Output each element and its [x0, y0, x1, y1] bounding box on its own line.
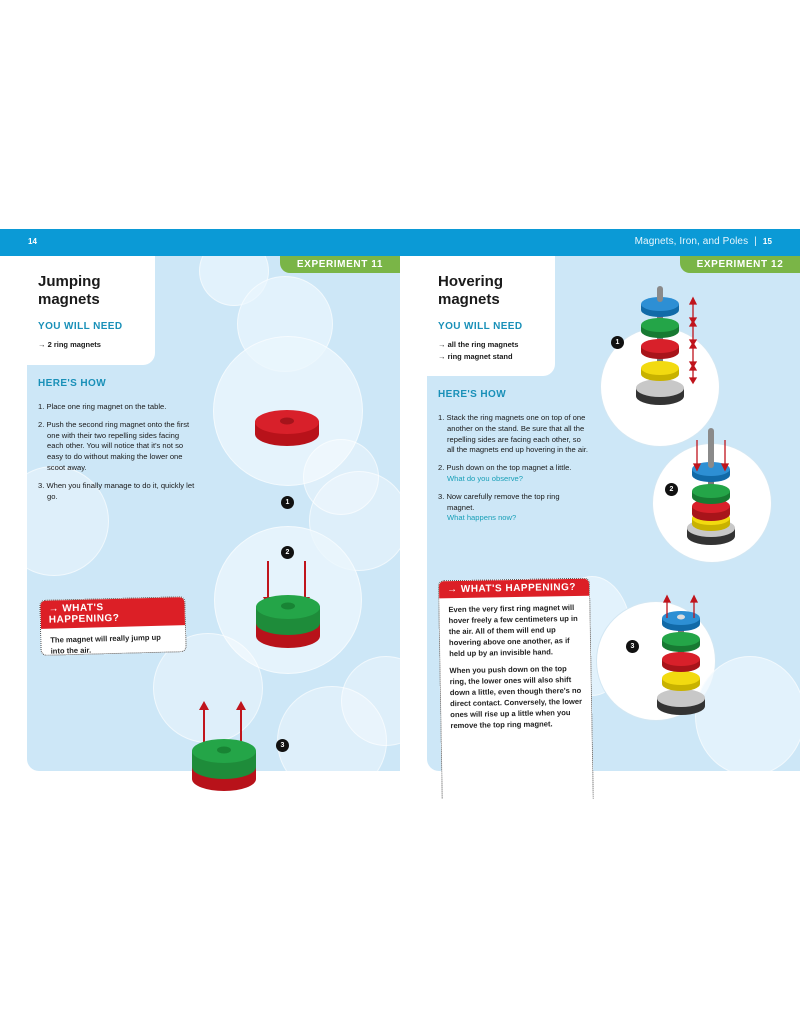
step-item: 2. Push the second ring magnet onto the first one with their two repelling sides facing each other. You will notice that it's not so easy to do without making the lower one scoot away. — [38, 419, 190, 472]
figure-number-badge: 2 — [281, 546, 294, 559]
step-item — [438, 413, 588, 456]
material-item: → 2 ring magnets — [38, 340, 101, 349]
running-title: Magnets, Iron, and Poles — [634, 236, 749, 247]
whats-happening-heading: → WHAT'S HAPPENING? — [40, 597, 185, 629]
whats-happening-text — [41, 625, 186, 669]
whats-happening-box — [438, 578, 594, 799]
you-will-need-heading: YOU WILL NEED — [38, 321, 123, 332]
page-experiment-12 — [400, 256, 800, 799]
step-item: 1. Place one ring magnet on the table. — [38, 402, 167, 411]
step-text: 2. Push down on the top magnet a little. — [438, 463, 572, 473]
materials-list — [438, 339, 518, 363]
whats-happening-heading: → WHAT'S HAPPENING? — [439, 579, 589, 599]
experiment-title — [438, 273, 503, 309]
step-item — [438, 463, 588, 485]
figure-number-badge: 1 — [281, 496, 294, 509]
book-spread — [0, 229, 800, 799]
step-text: 3. Now carefully remove the top ring magnet. — [438, 491, 560, 512]
page-experiment-11 — [0, 256, 400, 799]
whats-happening-box — [39, 596, 186, 656]
steps-list — [438, 413, 588, 531]
title-line-1: Jumping — [38, 273, 101, 290]
experiment-title — [38, 273, 101, 309]
whats-happening-text — [439, 596, 592, 744]
left-page-number: 14 — [28, 237, 37, 246]
title-line-2: magnets — [438, 291, 500, 308]
figure-number-badge: 3 — [626, 640, 639, 653]
explanation-paragraph: Even the very first ring magnet will hover freely a few centimeters up in the air. All of them will end up hovering above one another, as if held up by an invisible hand. — [448, 602, 578, 659]
observation-question: What happens now? — [447, 513, 517, 523]
step-item: 3. When you finally manage to do it, quickly let go. — [38, 480, 195, 501]
experiment-tab: EXPERIMENT 11 — [280, 256, 400, 273]
figure-number-badge: 2 — [665, 483, 678, 496]
step-item — [438, 492, 588, 524]
explanation-paragraph: When you push down on the top ring, the lower ones will also shift down a little, even though there's no direct contact. Conversely, the lower ones will rise up a little when you remove the top ring magnet. — [449, 664, 583, 731]
you-will-need-heading: YOU WILL NEED — [438, 321, 523, 332]
jumping-magnet-illustration — [190, 701, 260, 791]
pushing-magnets-illustration — [254, 561, 324, 656]
running-header — [635, 236, 772, 247]
experiment-tab: EXPERIMENT 12 — [680, 256, 800, 273]
step-text: 1. Stack the ring magnets one on top of one another on the stand. Be sure that all the repelling sides are facing each other, so all the magnets end up hovering in the air. — [438, 413, 588, 455]
heres-how-heading: HERE'S HOW — [38, 378, 107, 389]
pushed-down-magnets-illustration — [684, 436, 744, 551]
figure-number-badge: 1 — [611, 336, 624, 349]
header-separator: | — [754, 236, 757, 247]
removed-top-magnet-illustration — [654, 596, 714, 721]
explanation-paragraph: The magnet will really jump up into the air. — [50, 632, 161, 656]
materials-list — [38, 339, 101, 351]
figure-number-badge: 3 — [276, 739, 289, 752]
material-item: → all the ring magnets — [438, 340, 519, 349]
title-line-1: Hovering — [438, 273, 504, 290]
stacked-magnets-illustration — [633, 296, 703, 411]
steps-list — [38, 402, 196, 509]
single-red-magnet-illustration — [253, 406, 323, 456]
header-bar — [0, 229, 800, 256]
right-page-number: 15 — [762, 237, 772, 246]
title-line-2: magnets — [38, 291, 100, 308]
observation-question: What do you observe? — [447, 473, 523, 483]
material-item: → ring magnet stand — [438, 352, 513, 361]
heres-how-heading: HERE'S HOW — [438, 389, 507, 400]
